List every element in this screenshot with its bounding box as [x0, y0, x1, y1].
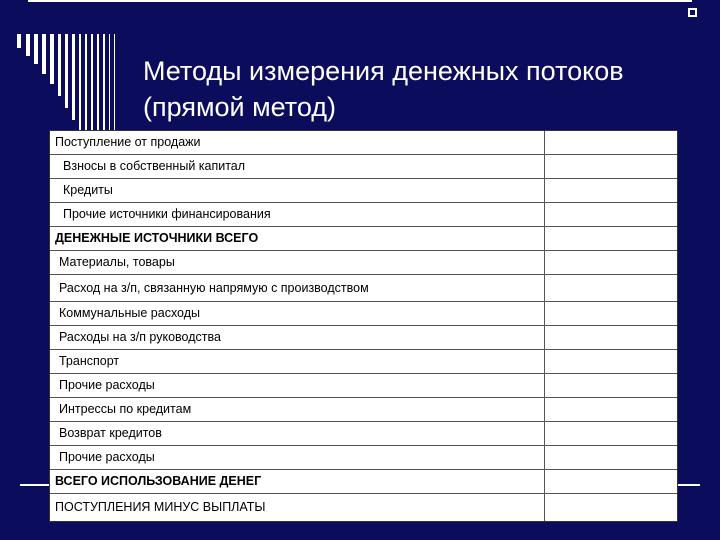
- row-label: Прочие источники финансирования: [50, 203, 545, 226]
- deco-bar: [97, 34, 99, 144]
- row-value-cell: [545, 398, 677, 421]
- row-value-cell: [545, 131, 677, 154]
- cash-flow-table: [49, 130, 678, 522]
- row-label: Прочие расходы: [50, 446, 545, 469]
- bottom-rule-right: [678, 484, 700, 486]
- row-value-cell: [545, 302, 677, 325]
- title-line-1: Методы измерения денежных потоков: [143, 56, 624, 86]
- row-value-cell: [545, 179, 677, 202]
- table-row: [50, 203, 677, 227]
- row-value-cell: [545, 326, 677, 349]
- deco-bar: [26, 34, 30, 56]
- row-value-cell: [545, 470, 677, 493]
- row-value-cell: [545, 422, 677, 445]
- deco-bar: [58, 34, 61, 96]
- row-label: Возврат кредитов: [50, 422, 545, 445]
- deco-bar: [114, 34, 115, 144]
- row-value-cell: [545, 275, 677, 301]
- row-label: ДЕНЕЖНЫЕ ИСТОЧНИКИ ВСЕГО: [50, 227, 545, 250]
- bottom-rule-left: [20, 484, 50, 486]
- title-line-2: (прямой метод): [143, 92, 337, 122]
- row-label: Прочие расходы: [50, 374, 545, 397]
- row-label: Интрессы по кредитам: [50, 398, 545, 421]
- row-label: ПОСТУПЛЕНИЯ МИНУС ВЫПЛАТЫ: [50, 494, 545, 521]
- deco-bar: [85, 34, 87, 142]
- table-row: [50, 131, 677, 155]
- table-row: [50, 422, 677, 446]
- table-row: [50, 374, 677, 398]
- slide-title: [143, 53, 703, 125]
- table-row: [50, 350, 677, 374]
- table-row: [50, 446, 677, 470]
- row-label: Взносы в собственный капитал: [50, 155, 545, 178]
- deco-bar: [72, 34, 75, 120]
- row-label: Расход на з/п, связанную напрямую с производством: [50, 275, 545, 301]
- row-label: Транспорт: [50, 350, 545, 373]
- table-row: [50, 302, 677, 326]
- deco-bar: [79, 34, 81, 132]
- table-row: [50, 494, 677, 521]
- row-value-cell: [545, 350, 677, 373]
- row-label: Коммунальные расходы: [50, 302, 545, 325]
- deco-bar: [34, 34, 38, 64]
- row-value-cell: [545, 446, 677, 469]
- table-row: [50, 251, 677, 275]
- row-label: Материалы, товары: [50, 251, 545, 274]
- row-value-cell: [545, 227, 677, 250]
- row-label: Поступление от продажи: [50, 131, 545, 154]
- deco-bar: [91, 34, 93, 144]
- deco-bar: [17, 34, 21, 48]
- table-row: [50, 275, 677, 302]
- corner-square-decoration: [688, 8, 697, 17]
- row-label: Расходы на з/п руководства: [50, 326, 545, 349]
- deco-bar: [65, 34, 68, 108]
- table-row: [50, 227, 677, 251]
- row-value-cell: [545, 251, 677, 274]
- table-row: [50, 326, 677, 350]
- top-border-line: [28, 0, 692, 2]
- deco-bar: [42, 34, 46, 74]
- table-row: [50, 398, 677, 422]
- row-value-cell: [545, 494, 677, 521]
- table-row: [50, 470, 677, 494]
- row-value-cell: [545, 374, 677, 397]
- row-label: Кредиты: [50, 179, 545, 202]
- table-row: [50, 155, 677, 179]
- table-row: [50, 179, 677, 203]
- row-value-cell: [545, 155, 677, 178]
- deco-bar: [103, 34, 105, 144]
- deco-bar: [109, 34, 110, 144]
- row-label: ВСЕГО ИСПОЛЬЗОВАНИЕ ДЕНЕГ: [50, 470, 545, 493]
- deco-bar: [50, 34, 54, 84]
- row-value-cell: [545, 203, 677, 226]
